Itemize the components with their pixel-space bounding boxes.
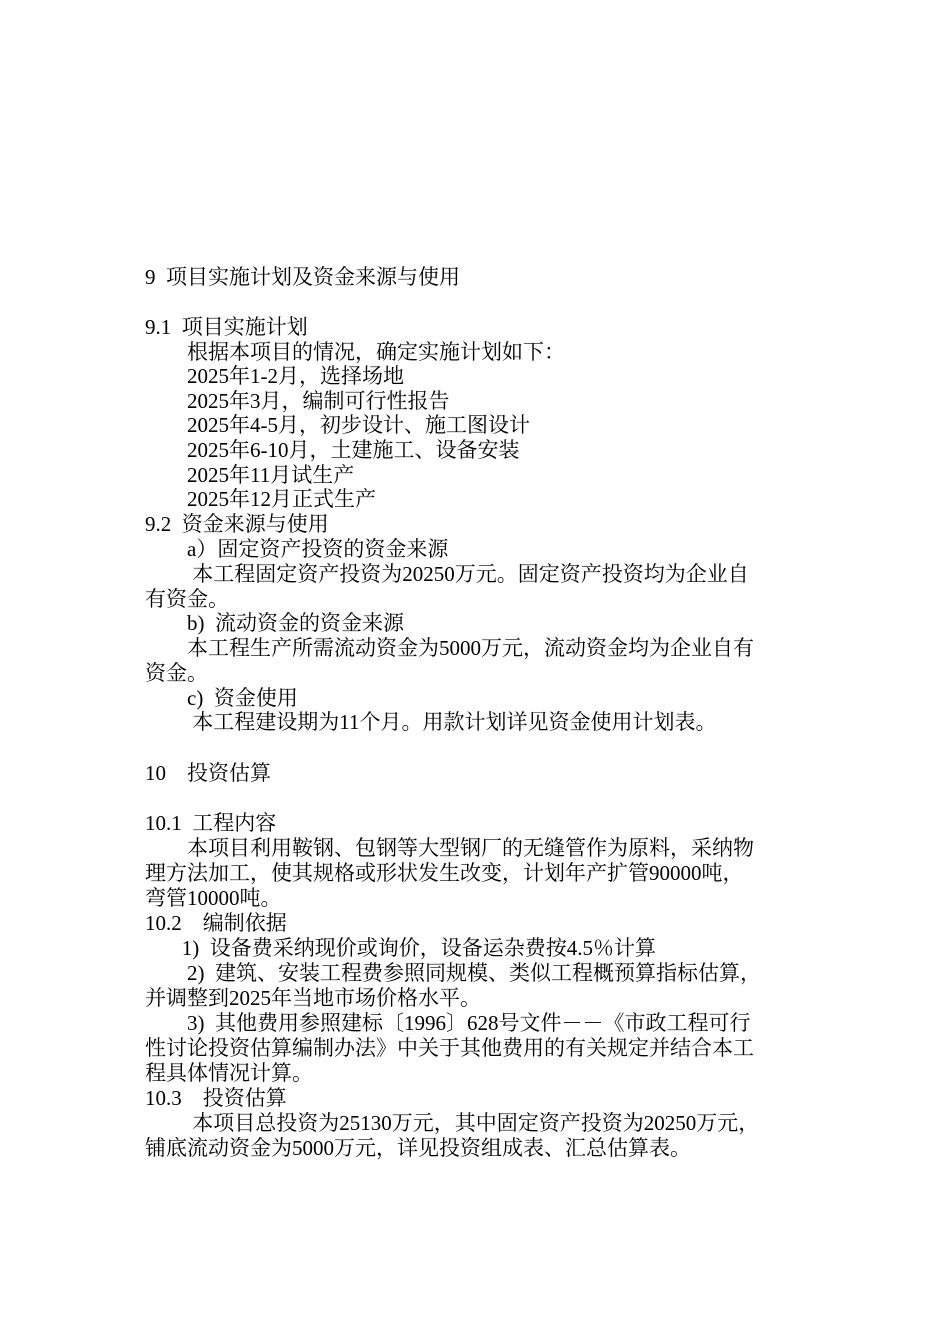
paragraph-line: 有资金。 (145, 587, 229, 611)
schedule-item: 2025年1-2月，选择场地 (145, 364, 404, 388)
paragraph-line: 本工程生产所需流动资金为5000万元，流动资金均为企业自有 (145, 636, 754, 660)
paragraph-line: 本项目利用鞍钢、包钢等大型钢厂的无缝管作为原料，采纳物 (145, 836, 754, 860)
paragraph-line: 理方法加工，使其规格或形状发生改变，计划年产扩管90000吨， (145, 861, 744, 885)
section-heading-10: 10 投资估算 (145, 761, 271, 785)
subsection-heading-10-3: 10.3 投资估算 (145, 1086, 287, 1110)
paragraph-line: 本工程固定资产投资为20250万元。固定资产投资均为企业自 (145, 562, 749, 586)
section-heading-9: 9 项目实施计划及资金来源与使用 (145, 265, 460, 289)
list-item-heading: a）固定资产投资的资金来源 (145, 537, 449, 561)
paragraph-line: 弯管10000吨。 (145, 886, 282, 910)
subsection-heading-10-2: 10.2 编制依据 (145, 911, 287, 935)
list-item: 3) 其他费用参照建标〔1996〕628号文件－－《市政工程可行 (145, 1011, 751, 1035)
schedule-item: 2025年11月试生产 (145, 463, 355, 487)
subsection-heading-9-1: 9.1 项目实施计划 (145, 315, 308, 339)
paragraph-line: 根据本项目的情况，确定实施计划如下： (145, 340, 565, 364)
paragraph-line: 本工程建设期为11个月。用款计划详见资金使用计划表。 (145, 710, 717, 734)
list-item: 2) 建筑、安装工程费参照同规模、类似工程概预算指标估算， (145, 961, 761, 985)
paragraph-line: 资金。 (145, 661, 208, 685)
paragraph-line: 铺底流动资金为5000万元，详见投资组成表、汇总估算表。 (145, 1136, 691, 1160)
list-item-heading: c) 资金使用 (145, 686, 298, 710)
paragraph-line: 本项目总投资为25130万元，其中固定资产投资为20250万元， (145, 1111, 760, 1135)
schedule-item: 2025年6-10月，土建施工、设备安装 (145, 438, 520, 462)
subsection-heading-9-2: 9.2 资金来源与使用 (145, 512, 329, 536)
paragraph-line: 程具体情况计算。 (145, 1061, 313, 1085)
schedule-item: 2025年4-5月，初步设计、施工图设计 (145, 413, 530, 437)
list-item-heading: b) 流动资金的资金来源 (145, 611, 404, 635)
subsection-heading-10-1: 10.1 工程内容 (145, 811, 277, 835)
schedule-item: 2025年3月，编制可行性报告 (145, 389, 450, 413)
paragraph-line: 并调整到2025年当地市场价格水平。 (145, 986, 481, 1010)
paragraph-line: 性讨论投资估算编制办法》中关于其他费用的有关规定并结合本工 (145, 1036, 754, 1060)
schedule-item: 2025年12月正式生产 (145, 487, 376, 511)
list-item: 1) 设备费采纳现价或询价，设备运杂费按4.5％计算 (145, 936, 656, 960)
